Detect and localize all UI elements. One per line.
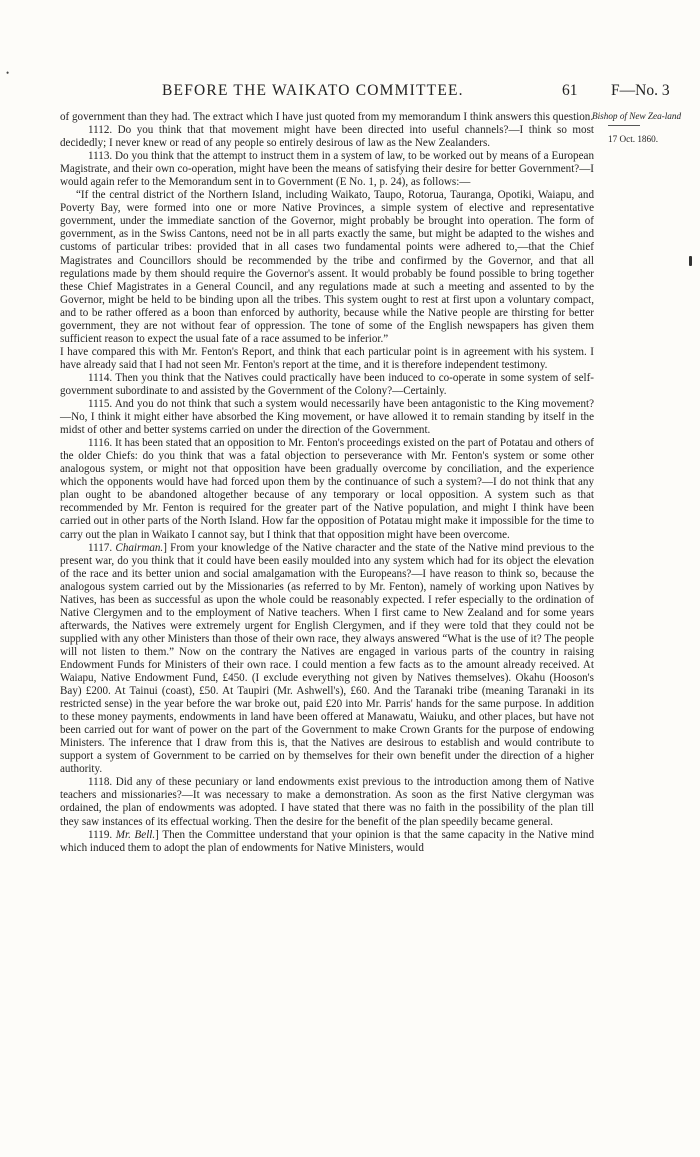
testimony-date: 17 Oct. 1860. bbox=[608, 134, 659, 144]
paragraph-question-1119: 1119. Mr. Bell.] Then the Committee understand that your opinion is that the same capacity in the Native mind which induced them to adopt the plan of endowments for Native Ministers, would bbox=[60, 828, 594, 854]
paragraph: I have compared this with Mr. Fenton's Report, and think that each particular point is in agreement with his system. I have already said that I had not seen Mr. Fenton's report at the time, and it is therefore independent testimony. bbox=[60, 345, 594, 371]
paragraph-question-1112: 1112. Do you think that that movement might have been directed into useful channels?—I think so most decidedly; I never knew or read of any people so entirely desirous of law as the New Zealanders. bbox=[60, 124, 594, 150]
margin-rule bbox=[608, 125, 640, 126]
question-number: 1119. bbox=[88, 828, 113, 841]
paragraph: of government than they had. The extract which I have just quoted from my memorandum I think answers this question. bbox=[60, 111, 594, 123]
memorandum-quote: “If the central district of the Northern Island, including Waikato, Taupo, Rotorua, Tauranga, Opotiki, Waiapu, and Poverty Bay, were formed into one or more Native Provinces, a simple system of elective and representative government, under the immediate sanction of the Governor, might probably be brought into operation. The form of government, as in the Swiss Cantons, need not be in all parts exactly the same, but might be adapted to the wishes and customs of particular tribes: provided that in all cases two fundamental points were adhered to,—that the Chief Magistrates and Councillors should be recommended by the tribe and confirmed by the Governor, and that all regulations made by them should require the Governor's assent. It would probably be found possible to bring together these Chief Magistrates in a General Council, and any regulations made at such a meeting and assented to by the Governor, might be held to be binding upon all the tribes. This system ought to rest at first upon a voluntary compact, and to be rather offered as a boon than enforced by authority, because while the Native people are thirsting for better government, they are not without fear of oppression. The tone of some of the English newspapers has given them sufficient reason to expect the usual fate of a race assumed to be inferior.” bbox=[60, 189, 594, 345]
testimony-body bbox=[60, 111, 594, 855]
paragraph-question-1116: 1116. It has been stated that an opposition to Mr. Fenton's proceedings existed on the part of Potatau and others of the older Chiefs: do you think that was a fatal objection to perseverance with Mr. Fenton's system or some other analogous system, or might not that opposition have been gradually overcome by conciliation, and the experience which the opponents would have had forced upon them by the continuance of such a system?—I do not think that any plan ought to be abandoned altogether because of any temporary or local opposition. A system such as that recommended by Mr. Fenton is required for the greater part of the Native population, and might I think have been carried out in other parts of the North Island. How far the opposition of Potatau might make it impossible for the time to carry out the plan in Waikato I cannot say, but I think that that opposition might have been overcome. bbox=[60, 437, 594, 541]
margin-mark-right bbox=[689, 256, 692, 266]
paragraph-question-1113: 1113. Do you think that the attempt to instruct them in a system of law, to be worked out by means of a European Magistrate, and their own co-operation, might have been the means of satisfying their desire for better Government?—I would again refer to the Memorandum sent in to Government (E No. 1, p. 24), as follows:— bbox=[60, 150, 594, 189]
paragraph-question-1118: 1118. Did any of these pecuniary or land endowments exist previous to the introduction among them of Native teachers and missionaries?—It was necessary to make a demonstration. As soon as the first Native clergyman was ordained, the plan of endowments was adopted. I have stated that there was no faith in the possibility of the plan till they saw instances of its effectual working. Then the desire for the benefit of the plan speedily became general. bbox=[60, 776, 594, 828]
paragraph-question-1114: 1114. Then you think that the Natives could practically have been induced to co-operate in some system of self-government subordinate to and assisted by the Government of the Colony?—Certainly. bbox=[60, 371, 594, 397]
margin-note bbox=[592, 111, 682, 145]
margin-mark: • bbox=[6, 68, 10, 78]
speaker-name: Mr. Bell. bbox=[115, 828, 156, 841]
paragraph-text: Then the Committee understand that your opinion is that the same capacity in the Native mind which induced them to adopt the plan of endowments for Native Ministers, would bbox=[60, 828, 594, 854]
question-number: 1117. bbox=[88, 541, 113, 554]
witness-name: Bishop of New Zea-land bbox=[592, 111, 682, 121]
running-title: BEFORE THE WAIKATO COMMITTEE. bbox=[162, 82, 464, 99]
page-number: 61 bbox=[562, 82, 578, 99]
paragraph-question-1117: 1117. Chairman.] From your knowledge of the Native character and the state of the Native mind previous to the present war, do you think that it could have been easily moulded into any system which had for its object the elevation of the race and its better union and social amalgamation with the Europeans?—I have reason to think so, because the analogous system carried out by the Missionaries (as referred to by Mr. Fenton), namely of working upon Natives by Natives, has been as successful as upon the whole could be reasonably expected. I refer especially to the ordination of Native Clergymen and to the employment of Native teachers. When I first came to New Zealand and for some years afterwards, the Natives were extremely urgent for English Clergymen, and if they were told that they could not be supplied with any other Ministers than those of their own race, they always answered “What is the use of it? The people will not listen to them.” Now on the contrary the Natives are engaged in various parts of the country in raising Endowment Funds for Ministers of their own race. I could mention a few facts as to the amount already received. At Waiapu, Native Endowment Fund, £450. (I exclude everything not given by Natives themselves). Okahu (Hooson's Bay) £200. At Tainui (coast), £50. At Taupiri (Mr. Ashwell's), £60. And the Taranaki tribe (meaning Taranaki in its restricted sense) in the year before the war broke out, paid £20 into Mr. Parris' hands for the same purpose. In addition to these money payments, endowments in land have been offered at Manawatu, Waiuku, and other places, but have not been carried out for want of power on the part of the Government to make Crown Grants for the purpose of endowing Ministers. The inference that I draw from this is, that the Natives are desirous to establish and would contribute to support a system of Government to be carried on by themselves for their own benefit under the direction of a higher authority. bbox=[60, 541, 594, 776]
paragraph-question-1115: 1115. And you do not think that such a system would necessarily have been antagonistic to the King movement?—No, I think it might either have absorbed the King movement, or have allowed it to remain standing by itself in the midst of other and better systems carried on under the direction of the Government. bbox=[60, 398, 594, 437]
document-reference: F—No. 3 bbox=[611, 82, 670, 99]
speaker-name: Chairman. bbox=[115, 541, 164, 554]
paragraph-text: From your knowledge of the Native character and the state of the Native mind previous to the present war, do you think that it could have been easily moulded into any system which had for its object the elevation of the race and its better union and social amalgamation with the Europeans?—I have reason to think so, because the analogous system carried out by the Missionaries (as referred to by Mr. Fenton), namely of working upon Natives by Natives, has been as successful as upon the whole could be reasonably expected. I refer especially to the ordination of Native Clergymen and to the employment of Native teachers. When I first came to New Zealand and for some years afterwards, the Natives were extremely urgent for English Clergymen, and if they were told that they could not be supplied with any other Ministers than those of their own race, they always answered “What is the use of it? The people will not listen to them.” Now on the contrary the Natives are engaged in various parts of the country in raising Endowment Funds for Ministers of their own race. I could mention a few facts as to the amount already received. At Waiapu, Native Endowment Fund, £450. (I exclude everything not given by Natives themselves). Okahu (Hooson's Bay) £200. At Tainui (coast), £50. At Taupiri (Mr. Ashwell's), £60. And the Taranaki tribe (meaning Taranaki in its restricted sense) in the year before the war broke out, paid £20 into Mr. Parris' hands for the same purpose. In addition to these money payments, endowments in land have been offered at Manawatu, Waiuku, and other places, but have not been carried out for want of power on the part of the Government to make Crown Grants for the purpose of endowing Ministers. The inference that I draw from this is, that the Natives are desirous to establish and would contribute to support a system of Government to be carried on by themselves for their own benefit under the direction of a higher authority. bbox=[60, 541, 594, 776]
page-header bbox=[0, 82, 700, 102]
